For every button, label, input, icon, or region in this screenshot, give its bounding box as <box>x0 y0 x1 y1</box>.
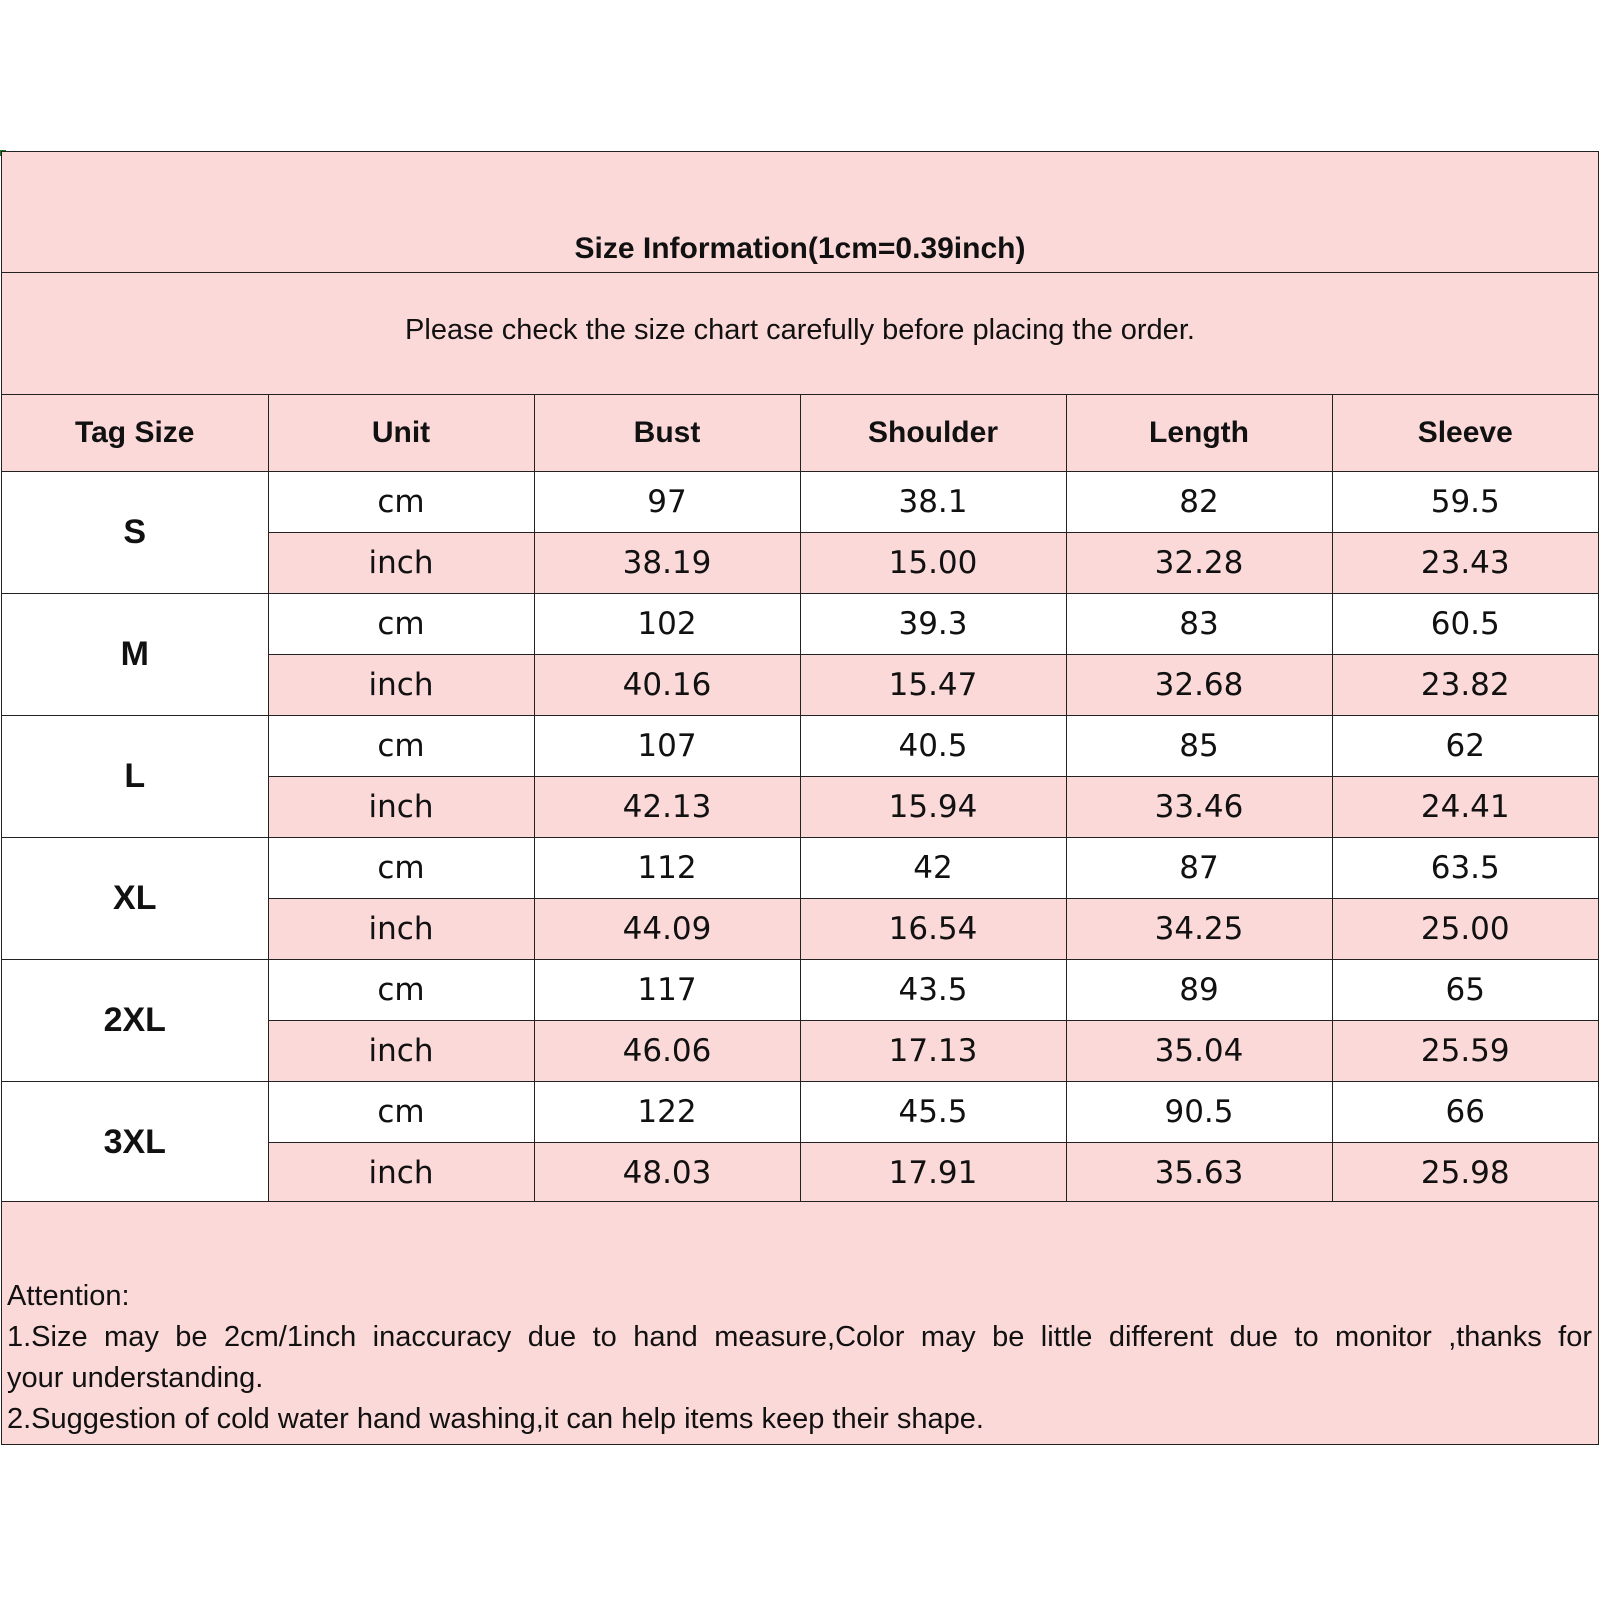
shoulder-cell: 17.91 <box>800 1142 1066 1203</box>
length-cell: 90.5 <box>1066 1081 1332 1142</box>
header-sleeve: Sleeve <box>1332 395 1598 471</box>
tag-size-cell: L <box>2 715 268 837</box>
unit-cell: inch <box>268 1020 534 1081</box>
attention-line-1-continued: your understanding. <box>7 1362 264 1394</box>
table-row <box>2 715 1598 776</box>
sleeve-cell: 23.82 <box>1332 654 1598 715</box>
sleeve-cell: 23.43 <box>1332 532 1598 593</box>
attention-line-1: 1.Size may be 2cm/1inch inaccuracy due to hand measure,Color may be little different due to monitor ,thanks for <box>7 1321 1592 1353</box>
unit-cell: cm <box>268 593 534 654</box>
length-cell: 32.28 <box>1066 532 1332 593</box>
size-note: Please check the size chart carefully before placing the order. <box>405 314 1195 346</box>
sleeve-cell: 60.5 <box>1332 593 1598 654</box>
shoulder-cell: 15.94 <box>800 776 1066 837</box>
sleeve-cell: 65 <box>1332 959 1598 1020</box>
unit-cell: inch <box>268 776 534 837</box>
table-row <box>2 959 1598 1020</box>
title-band <box>2 152 1598 273</box>
unit-cell: inch <box>268 532 534 593</box>
sleeve-cell: 63.5 <box>1332 837 1598 898</box>
shoulder-cell: 15.47 <box>800 654 1066 715</box>
bust-cell: 44.09 <box>534 898 800 959</box>
bust-cell: 48.03 <box>534 1142 800 1203</box>
bust-cell: 102 <box>534 593 800 654</box>
bust-cell: 117 <box>534 959 800 1020</box>
shoulder-cell: 15.00 <box>800 532 1066 593</box>
size-table-body <box>2 471 1598 1203</box>
sleeve-cell: 59.5 <box>1332 471 1598 532</box>
bust-cell: 46.06 <box>534 1020 800 1081</box>
bust-cell: 107 <box>534 715 800 776</box>
header-bust: Bust <box>534 395 800 471</box>
header-unit: Unit <box>268 395 534 471</box>
unit-cell: inch <box>268 654 534 715</box>
table-row <box>2 471 1598 532</box>
length-cell: 89 <box>1066 959 1332 1020</box>
sleeve-cell: 24.41 <box>1332 776 1598 837</box>
length-cell: 83 <box>1066 593 1332 654</box>
length-cell: 85 <box>1066 715 1332 776</box>
shoulder-cell: 43.5 <box>800 959 1066 1020</box>
sleeve-cell: 25.98 <box>1332 1142 1598 1203</box>
table-row <box>2 593 1598 654</box>
shoulder-cell: 39.3 <box>800 593 1066 654</box>
bust-cell: 122 <box>534 1081 800 1142</box>
tag-size-cell: 3XL <box>2 1081 268 1203</box>
attention-line-2: 2.Suggestion of cold water hand washing,it can help items keep their shape. <box>7 1403 984 1435</box>
length-cell: 87 <box>1066 837 1332 898</box>
bust-cell: 40.16 <box>534 654 800 715</box>
shoulder-cell: 17.13 <box>800 1020 1066 1081</box>
chart-title: Size Information(1cm=0.39inch) <box>574 232 1026 265</box>
sleeve-cell: 25.00 <box>1332 898 1598 959</box>
size-table <box>2 395 1598 1204</box>
unit-cell: cm <box>268 471 534 532</box>
sleeve-cell: 66 <box>1332 1081 1598 1142</box>
unit-cell: cm <box>268 715 534 776</box>
header-length: Length <box>1066 395 1332 471</box>
length-cell: 82 <box>1066 471 1332 532</box>
header-shoulder: Shoulder <box>800 395 1066 471</box>
attention-section <box>2 1201 1598 1444</box>
unit-cell: cm <box>268 837 534 898</box>
tag-size-cell: 2XL <box>2 959 268 1081</box>
note-band <box>2 273 1598 395</box>
unit-cell: inch <box>268 1142 534 1203</box>
length-cell: 33.46 <box>1066 776 1332 837</box>
shoulder-cell: 16.54 <box>800 898 1066 959</box>
table-header-row <box>2 395 1598 471</box>
shoulder-cell: 38.1 <box>800 471 1066 532</box>
shoulder-cell: 40.5 <box>800 715 1066 776</box>
table-row <box>2 837 1598 898</box>
bust-cell: 42.13 <box>534 776 800 837</box>
unit-cell: cm <box>268 1081 534 1142</box>
bust-cell: 112 <box>534 837 800 898</box>
length-cell: 35.04 <box>1066 1020 1332 1081</box>
sleeve-cell: 25.59 <box>1332 1020 1598 1081</box>
sleeve-cell: 62 <box>1332 715 1598 776</box>
header-tag-size: Tag Size <box>2 395 268 471</box>
shoulder-cell: 42 <box>800 837 1066 898</box>
size-chart-sheet <box>1 151 1599 1445</box>
attention-heading: Attention: <box>7 1280 130 1312</box>
tag-size-cell: S <box>2 471 268 593</box>
unit-cell: inch <box>268 898 534 959</box>
shoulder-cell: 45.5 <box>800 1081 1066 1142</box>
tag-size-cell: XL <box>2 837 268 959</box>
unit-cell: cm <box>268 959 534 1020</box>
table-row <box>2 1081 1598 1142</box>
length-cell: 32.68 <box>1066 654 1332 715</box>
bust-cell: 38.19 <box>534 532 800 593</box>
length-cell: 34.25 <box>1066 898 1332 959</box>
bust-cell: 97 <box>534 471 800 532</box>
length-cell: 35.63 <box>1066 1142 1332 1203</box>
tag-size-cell: M <box>2 593 268 715</box>
